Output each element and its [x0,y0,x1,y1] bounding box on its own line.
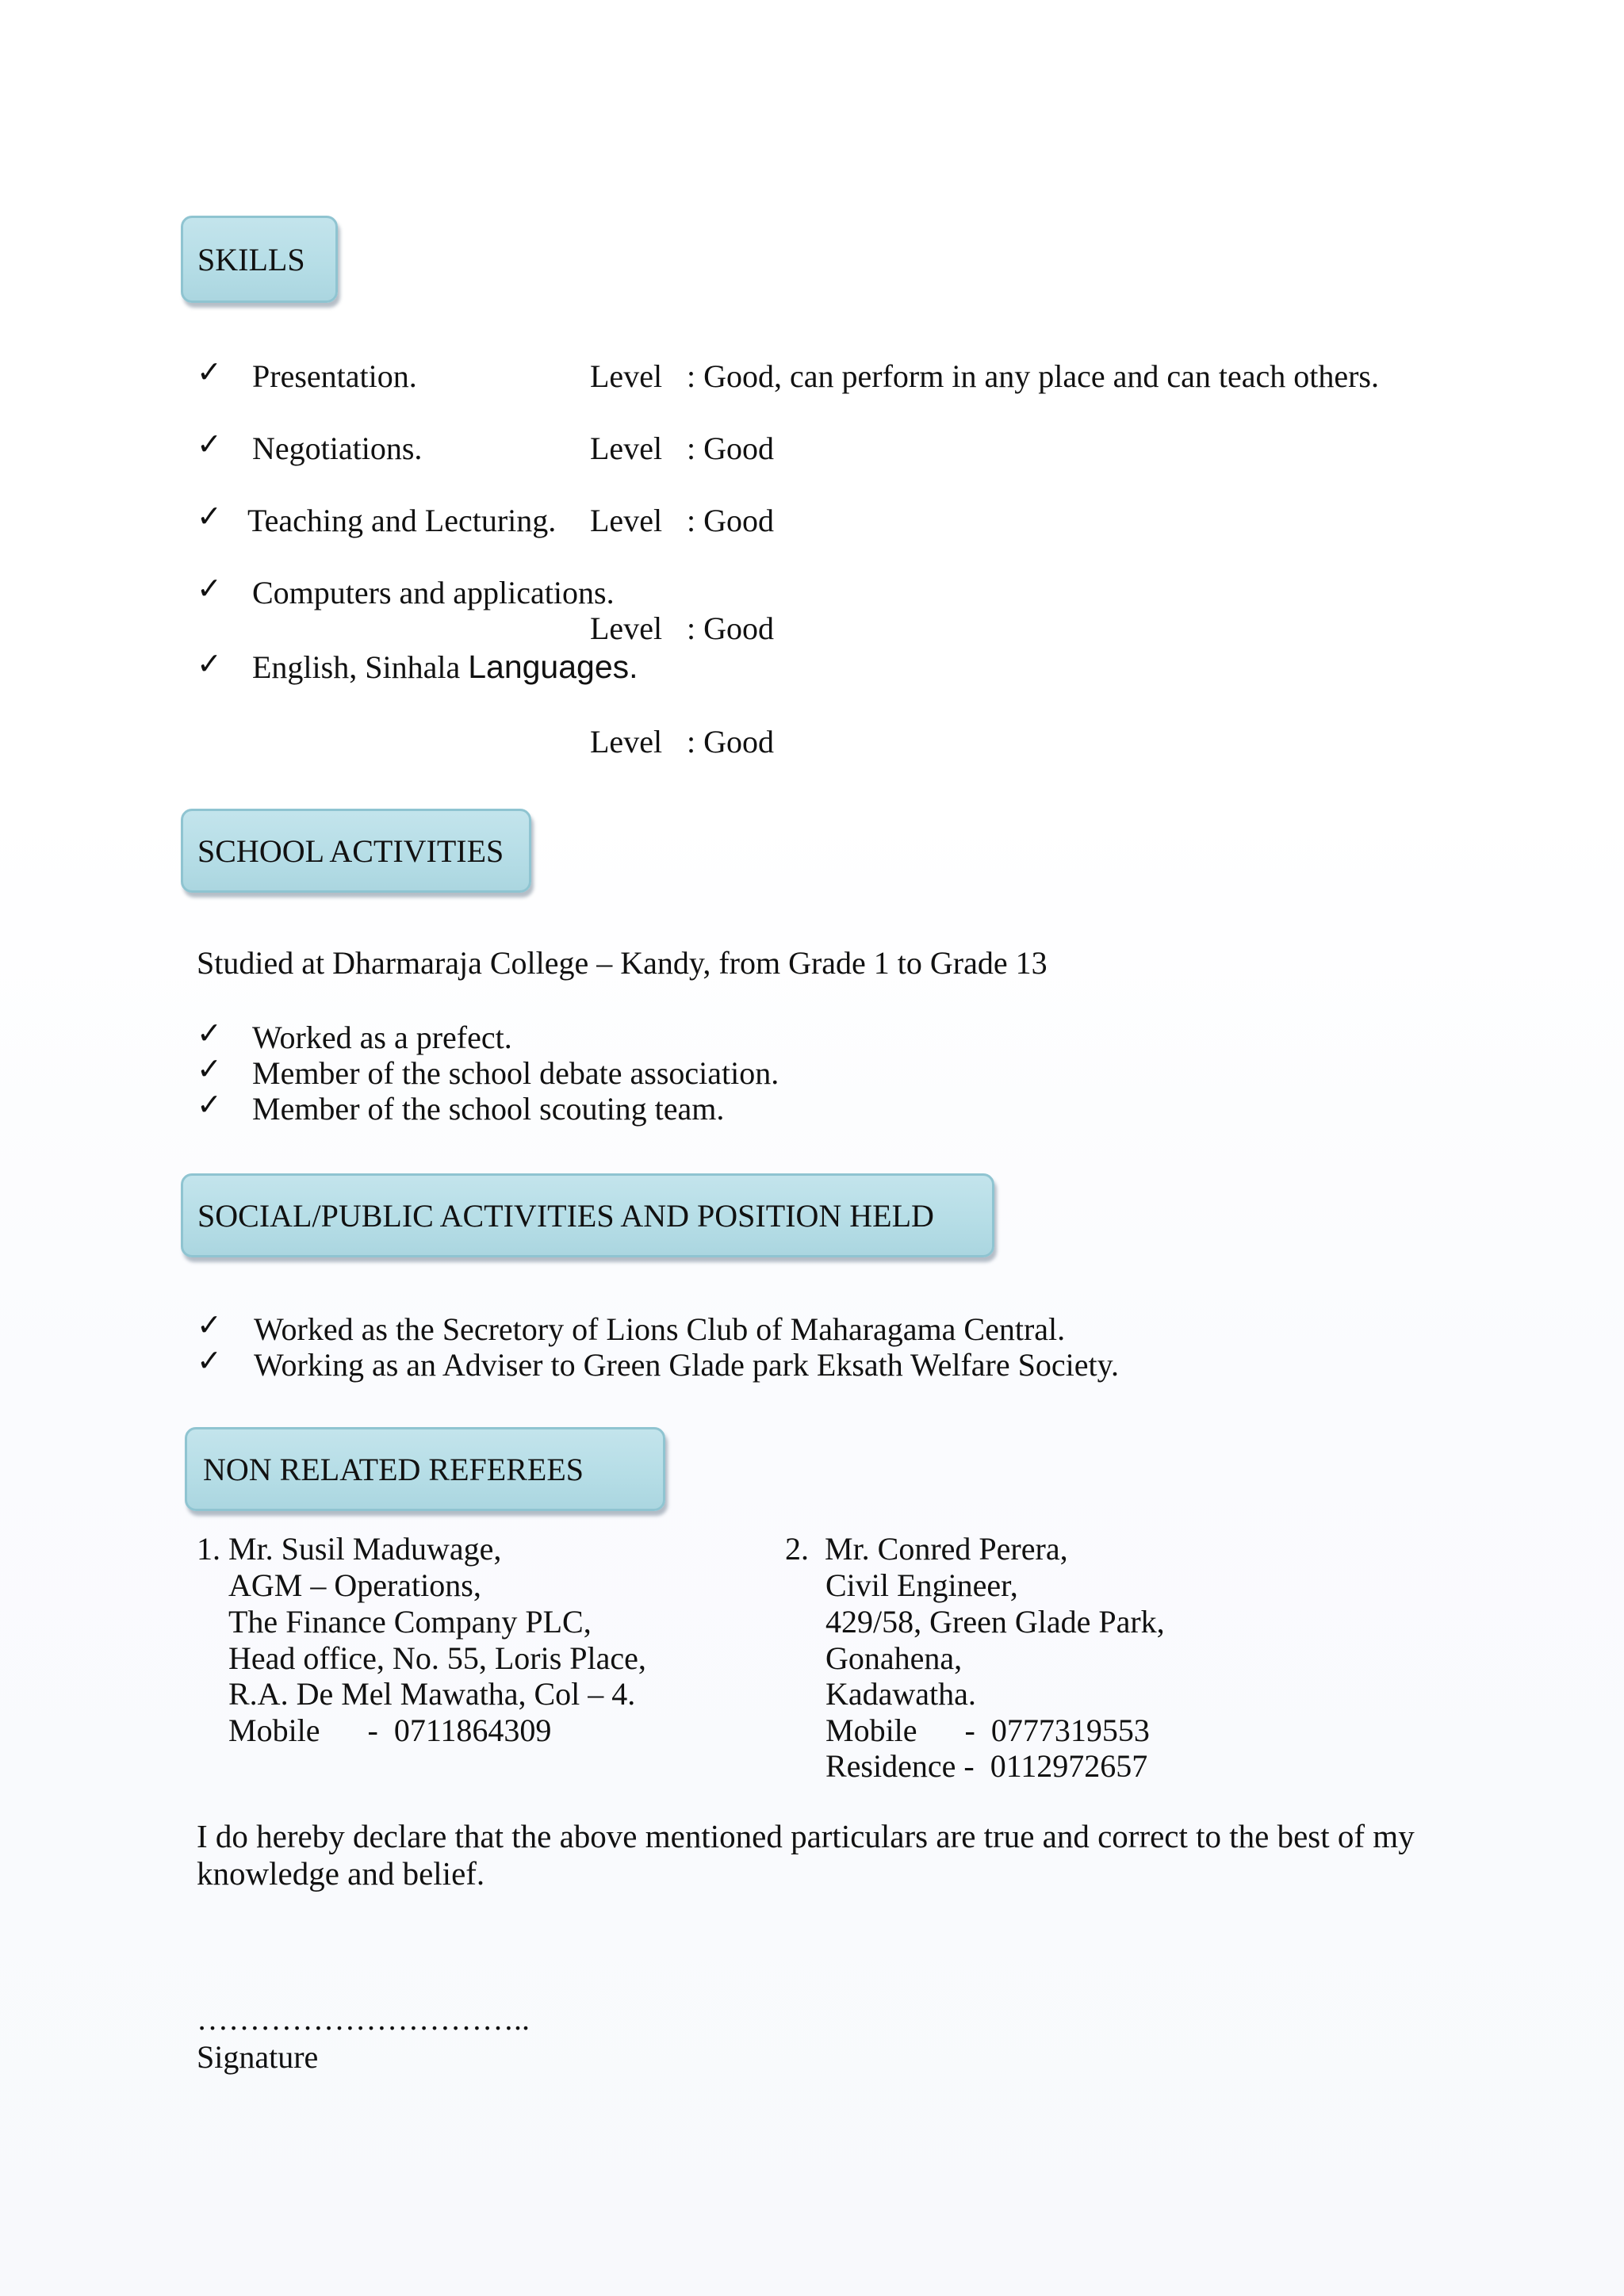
check-mark-icon: ✓ [197,499,222,534]
check-mark-icon: ✓ [197,1016,222,1050]
check-mark-icon: ✓ [197,1051,222,1086]
skill-level-word: Level [590,724,663,760]
social-activity-item: Worked as the Secretory of Lions Club of Maharagama Central. [254,1311,1066,1347]
referees-heading-label: NON RELATED REFEREES [203,1451,584,1487]
referee-line: 429/58, Green Glade Park, [825,1604,1165,1640]
skill-level-word: Level [590,503,663,538]
referee-line: Civil Engineer, [825,1567,1018,1603]
school-activity-item: Worked as a prefect. [252,1020,512,1055]
referees-heading [185,1427,665,1511]
skills-heading [181,216,338,303]
skill-level: : Good [687,430,774,466]
check-mark-icon: ✓ [197,427,222,461]
school-activity-item: Member of the school debate association. [252,1055,779,1091]
social-activities-heading-label: SOCIAL/PUBLIC ACTIVITIES AND POSITION HELD [197,1197,934,1234]
school-intro: Studied at Dharmaraja College – Kandy, from Grade 1 to Grade 13 [197,945,1048,981]
referee-phone: Mobile - 0711864309 [228,1712,552,1748]
skill-name [252,651,638,683]
referee-line: The Finance Company PLC, [228,1604,592,1640]
referee-line: AGM – Operations, [228,1567,481,1603]
skill-level: : Good [687,503,774,538]
skill-name: Negotiations. [252,430,423,466]
skill-level-word: Level [590,358,663,394]
school-activities-heading-label: SCHOOL ACTIVITIES [197,832,504,869]
check-mark-icon: ✓ [197,571,222,606]
referee-line: Kadawatha. [825,1676,976,1712]
referee-line: R.A. De Mel Mawatha, Col – 4. [228,1676,636,1712]
referee-line: 2. Mr. Conred Perera, [785,1531,1068,1567]
school-activities-heading [181,809,531,893]
signature-label: Signature [197,2039,319,2075]
skill-name: Presentation. [252,358,417,394]
social-activities-heading [181,1173,994,1257]
referee-phone: Mobile - 0777319553 [825,1712,1150,1748]
check-mark-icon: ✓ [197,1087,222,1122]
school-activity-item: Member of the school scouting team. [252,1091,725,1127]
skills-heading-label: SKILLS [197,241,305,277]
check-mark-icon: ✓ [197,646,222,681]
referee-line: 1. Mr. Susil Maduwage, [197,1531,502,1567]
declaration-line-2: knowledge and belief. [197,1855,485,1892]
check-mark-icon: ✓ [197,1343,222,1378]
check-mark-icon: ✓ [197,354,222,389]
referee-line: Head office, No. 55, Loris Place, [228,1640,646,1676]
skill-name-suffix: Languages. [468,649,638,685]
social-activity-item: Working as an Adviser to Green Glade park Eksath Welfare Society. [254,1347,1119,1383]
skill-level-word: Level [590,430,663,466]
skill-level: : Good [687,724,774,760]
skill-level: : Good, can perform in any place and can teach others. [687,358,1379,394]
referee-line: Gonahena, [825,1640,963,1676]
skill-name-prefix: English, Sinhala [252,649,469,685]
signature-line: ………………………….. [197,2001,530,2037]
skill-level-word: Level [590,610,663,646]
referee-phone: Residence - 0112972657 [825,1748,1148,1784]
check-mark-icon: ✓ [197,1307,222,1342]
skill-level: : Good [687,610,774,646]
skill-name: Computers and applications. [252,575,615,610]
declaration-line-1: I do hereby declare that the above mentioned particulars are true and correct to the best of my [197,1818,1415,1854]
skill-name: Teaching and Lecturing. [247,503,557,538]
